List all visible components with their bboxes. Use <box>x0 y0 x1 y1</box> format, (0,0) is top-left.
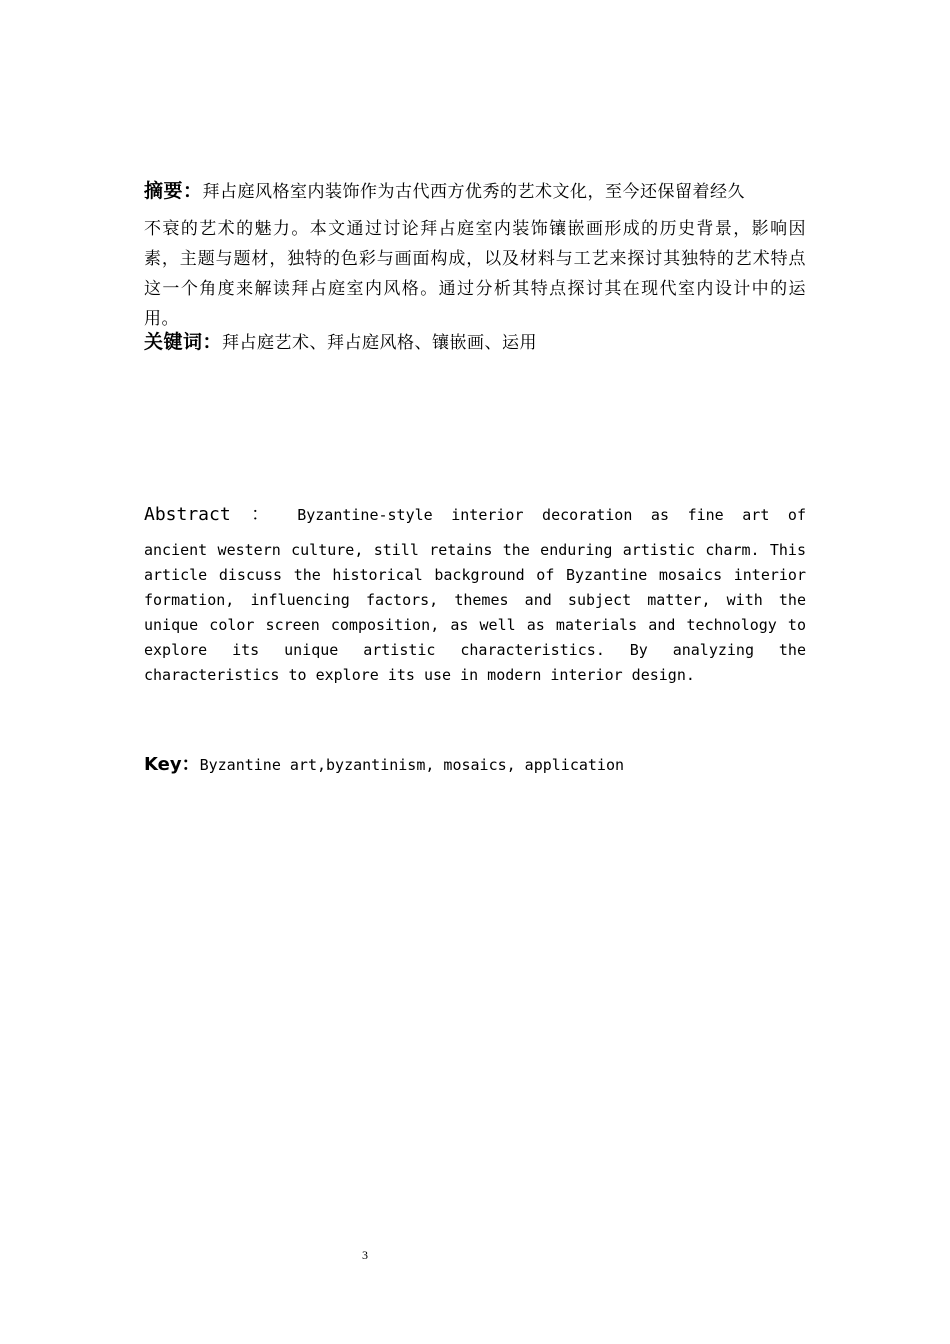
english-abstract-line1: Byzantine-style interior decoration as fine art of <box>297 506 806 524</box>
chinese-abstract <box>144 176 806 334</box>
chinese-abstract-first-line <box>144 176 806 214</box>
chinese-abstract-line1: 拜占庭风格室内装饰作为古代西方优秀的艺术文化，至今还保留着经久 <box>202 182 746 202</box>
english-keywords-label: Key： <box>144 754 200 775</box>
english-keywords <box>144 752 806 778</box>
chinese-abstract-label: 摘要： <box>144 180 203 202</box>
english-abstract-label: Abstract ： <box>144 504 279 525</box>
english-keywords-text: Byzantine art,byzantinism, mosaics, application <box>199 756 625 774</box>
chinese-abstract-body: 不衰的艺术的魅力。本文通过讨论拜占庭室内装饰镶嵌画形成的历史背景，影响因素，主题与题材，独特的色彩与画面构成，以及材料与工艺来探讨其独特的艺术特点这一个角度来解读拜占庭室内风格。通过分析其特点探讨其在现代室内设计中的运用。 <box>144 219 806 329</box>
page-number: 3 <box>362 1248 368 1262</box>
english-abstract-first-line <box>144 502 806 538</box>
chinese-keywords-label: 关键词： <box>144 331 223 353</box>
chinese-keywords-text: 拜占庭艺术、拜占庭风格、镶嵌画、运用 <box>222 333 538 353</box>
english-abstract <box>144 502 806 688</box>
english-abstract-body: ancient western culture, still retains the enduring artistic charm. This article discuss the historical background of Byzantine mosaics interior formation, influencing factors, themes and subject matter, with the unique color screen composition, as well as materials and technology to explore its unique artistic characteristics. By analyzing the characteristics to explore its use in modern interior design. <box>144 541 806 684</box>
chinese-keywords <box>144 327 806 358</box>
